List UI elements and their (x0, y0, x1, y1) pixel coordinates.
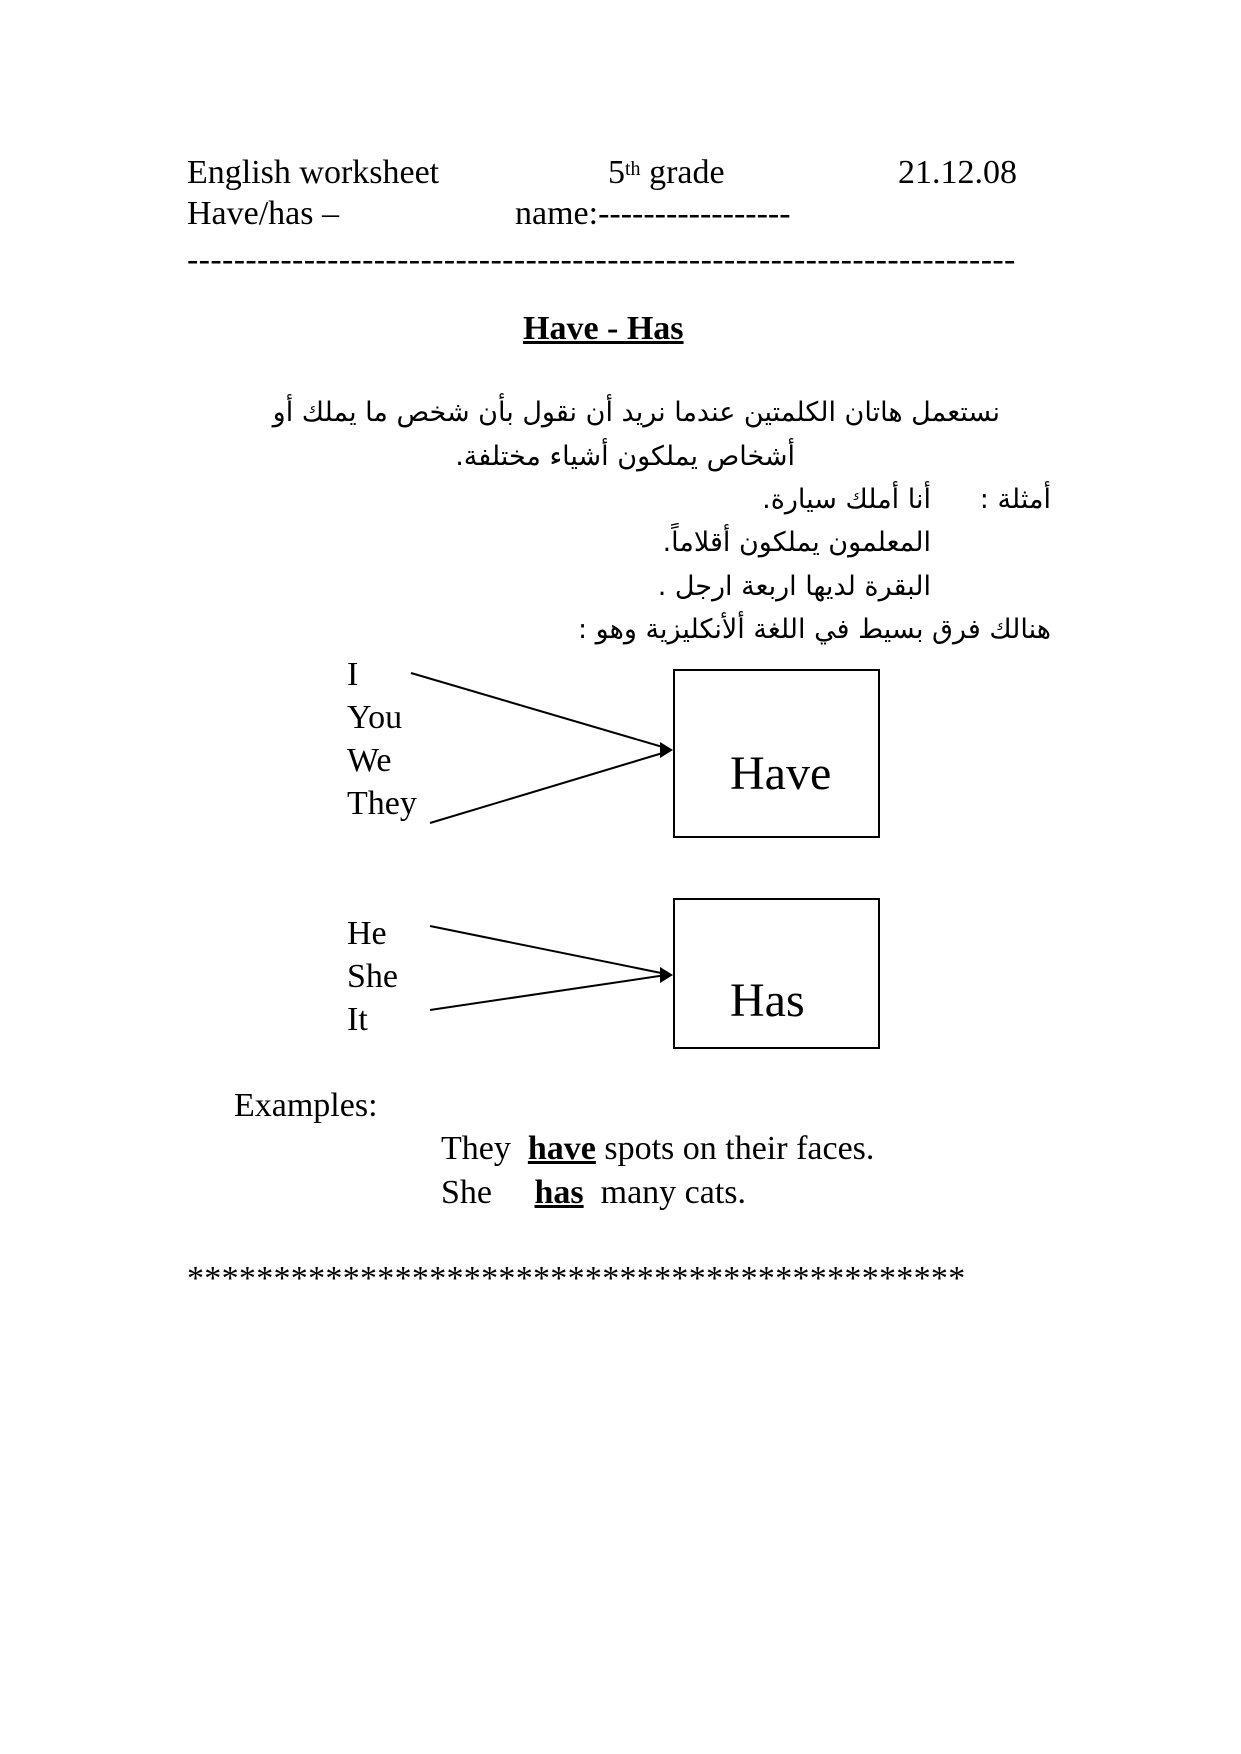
pronoun-i: I (347, 656, 359, 693)
arrow-line (430, 926, 666, 974)
example-verb-has: has (534, 1174, 584, 1211)
worksheet-title: English worksheet (187, 154, 440, 191)
main-title: Have - Has (523, 310, 684, 347)
grade-word: grade (649, 154, 725, 191)
pronoun-you: You (347, 699, 403, 736)
arabic-example-1: أنا أملك سيارة. (762, 484, 931, 515)
arrow-line (411, 673, 666, 748)
name-field: name:----------------- (515, 195, 791, 232)
arabic-difference-line: هنالك فرق بسيط في اللغة ألأنكليزية وهو : (577, 614, 1051, 645)
arrowhead-icon (660, 742, 673, 758)
examples-label: Examples: (234, 1087, 378, 1124)
arabic-examples-label: أمثلة : (979, 484, 1051, 515)
pronoun-it: It (347, 1001, 368, 1038)
pronoun-she: She (347, 958, 398, 995)
example-rest: spots on their faces. (604, 1130, 875, 1167)
grade-suffix: th (625, 158, 641, 180)
worksheet-date: 21.12.08 (898, 154, 1017, 191)
arrow-line (430, 752, 666, 823)
arabic-example-2: المعلمون يملكون أقلاماً. (662, 527, 931, 558)
arrow-line (430, 975, 666, 1010)
arabic-intro-line1: نستعمل هاتان الكلمتين عندما نريد أن نقول بأن شخص ما يملك أو (272, 397, 1000, 428)
has-box-label: Has (730, 974, 805, 1027)
example-verb-have: have (527, 1130, 596, 1167)
grade-number: 5 (608, 154, 625, 191)
example-subject: They (441, 1130, 511, 1167)
example-sentence-2 (441, 1173, 746, 1213)
example-rest: many cats. (600, 1174, 747, 1211)
example-subject: She (441, 1174, 492, 1211)
header-separator: ----------------------------------------------------------------------- (187, 241, 1016, 278)
worksheet-topic: Have/has – (187, 195, 340, 232)
pronoun-they: They (347, 785, 417, 822)
pronoun-we: We (347, 742, 392, 779)
have-box-label: Have (730, 747, 832, 800)
example-sentence-1 (441, 1129, 874, 1169)
arrowhead-icon (660, 967, 673, 983)
footer-stars: ********************************************* (187, 1260, 966, 1297)
pronoun-he: He (347, 915, 387, 952)
arabic-example-3: البقرة لديها اربعة ارجل . (657, 571, 931, 602)
arabic-intro-line2: أشخاص يملكون أشياء مختلفة. (455, 441, 795, 472)
